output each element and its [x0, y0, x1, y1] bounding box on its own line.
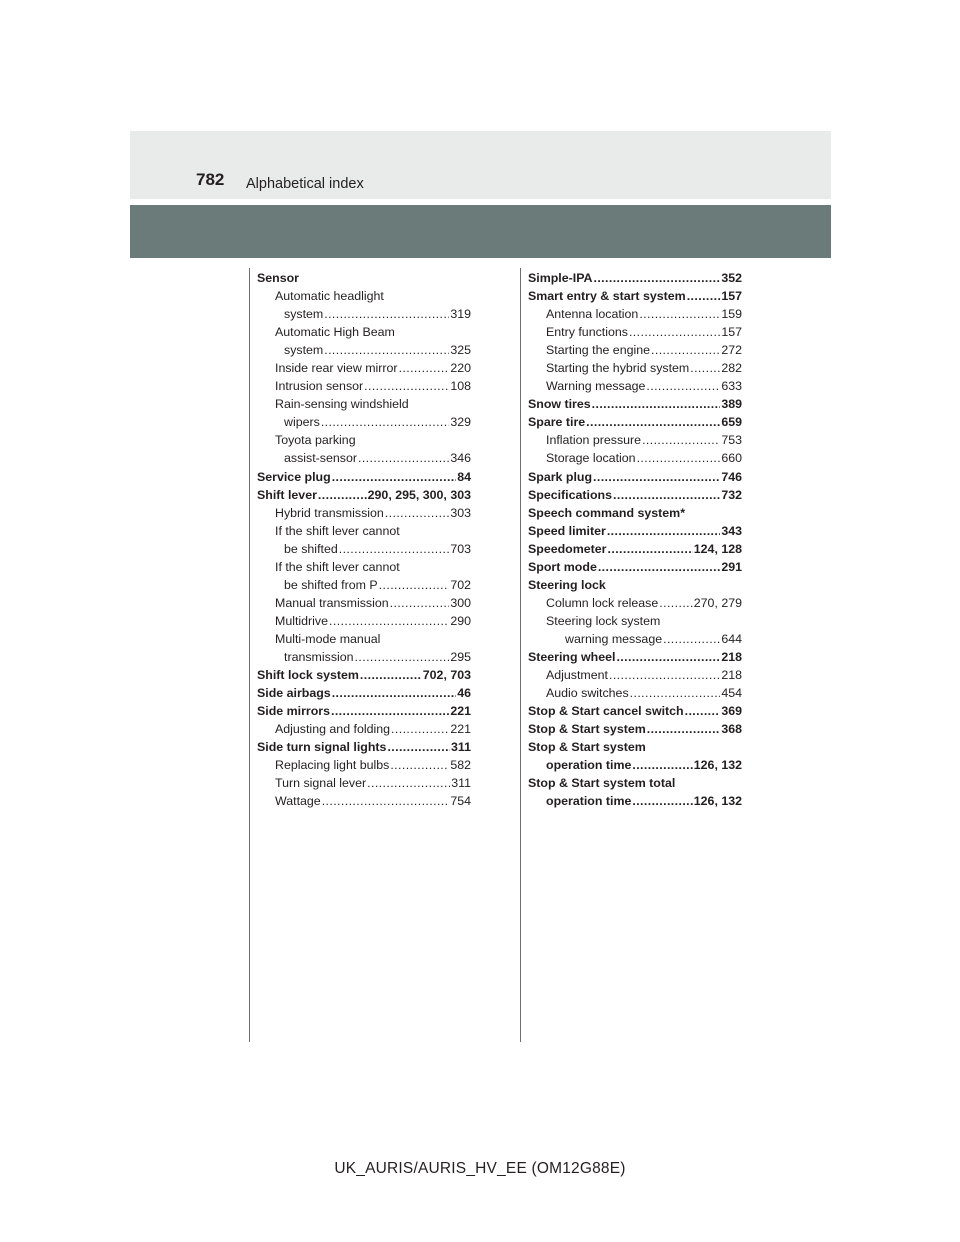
index-entry-page: 732 [721, 487, 742, 502]
index-entry [528, 359, 742, 377]
index-entry [257, 431, 471, 449]
dot-leader [637, 449, 721, 467]
index-entry-text: Manual transmission [275, 595, 389, 610]
index-entry-page: 753 [721, 433, 742, 448]
index-entry-page: 311 [451, 740, 471, 755]
index-entry-text: wipers [284, 415, 320, 430]
index-entry-text: Speed limiter [528, 523, 606, 538]
index-entry-text: operation time [546, 758, 632, 773]
index-entry-text: Simple-IPA [528, 271, 593, 285]
dot-leader [593, 468, 720, 486]
index-entry [257, 756, 471, 774]
header-band [130, 131, 831, 199]
dot-leader [632, 792, 692, 810]
dot-leader [321, 413, 450, 431]
index-entry [257, 792, 471, 810]
index-entry [528, 287, 742, 305]
dot-leader [367, 774, 450, 792]
dot-leader [355, 648, 450, 666]
index-entry-text: assist-sensor [284, 451, 357, 466]
index-entry [257, 558, 471, 576]
dot-leader [387, 738, 450, 756]
index-entry-text: system [284, 307, 324, 322]
dot-leader [324, 305, 449, 323]
dot-leader [646, 377, 720, 395]
index-entry-text: If the shift lever cannot [275, 523, 400, 538]
index-entry-text: Service plug [257, 469, 331, 484]
index-entry [528, 486, 742, 504]
index-entry-text: Side turn signal lights [257, 740, 387, 755]
dot-leader [332, 684, 457, 702]
index-entry [528, 576, 742, 594]
index-entry-page: 703 [450, 541, 471, 556]
index-entry-text: If the shift lever cannot [275, 559, 400, 574]
index-entry-page: 84 [457, 469, 471, 484]
index-entry-text: Spark plug [528, 469, 593, 484]
index-entry-text: be shifted [284, 541, 338, 556]
index-entry-text: Sport mode [528, 559, 597, 574]
index-entry [528, 449, 742, 467]
index-entry-page: 303 [450, 505, 471, 520]
index-entry [257, 522, 471, 540]
index-entry-page: 369 [721, 704, 742, 719]
index-entry-text: operation time [546, 794, 632, 809]
index-entry-text: Turn signal lever [275, 776, 367, 791]
index-entry [528, 395, 742, 413]
dot-leader [379, 576, 450, 594]
index-entry-page: 218 [721, 649, 742, 664]
dot-leader [647, 720, 721, 738]
index-entry-text: Toyota parking [275, 433, 356, 448]
index-entry-page: 108 [450, 379, 471, 394]
index-entry-text: be shifted from P [284, 577, 378, 592]
section-title: Alphabetical index [246, 176, 364, 192]
index-entry-text: Rain-sensing windshield [275, 397, 409, 412]
index-entry-page: 368 [721, 722, 742, 737]
dot-leader [607, 522, 721, 540]
index-entry-page: 702, 703 [422, 668, 471, 683]
index-entry [257, 594, 471, 612]
index-entry [528, 702, 742, 720]
index-entry-page: 311 [451, 776, 471, 791]
index-entry-text: Stop & Start system [528, 722, 646, 737]
dot-leader [642, 431, 720, 449]
index-entry [257, 323, 471, 341]
index-entry-page: 124, 128 [693, 541, 742, 556]
index-entry-text: Storage location [546, 451, 636, 466]
index-entry-text: Stop & Start system [528, 740, 646, 755]
index-entry-text: Speech command system* [528, 505, 686, 520]
dot-leader [358, 449, 449, 467]
index-entry-text: Replacing light bulbs [275, 758, 390, 773]
index-entry [257, 359, 471, 377]
index-entry-text: Adjusting and folding [275, 722, 391, 737]
index-entry [528, 738, 742, 756]
dot-leader [324, 341, 449, 359]
dot-leader [364, 377, 449, 395]
middle-column-rule [520, 268, 521, 1042]
index-entry-page: 221 [450, 704, 471, 719]
index-entry [257, 377, 471, 395]
index-entry [257, 341, 471, 359]
index-entry-text: Side mirrors [257, 704, 330, 719]
index-entry-text: Shift lock system [257, 668, 359, 683]
index-entry [257, 702, 471, 720]
index-entry-text: Multi-mode manual [275, 631, 381, 646]
left-column-rule [249, 268, 250, 1042]
index-entry-text: Inflation pressure [546, 433, 642, 448]
index-entry-page: 582 [450, 758, 471, 773]
index-column-left [257, 269, 471, 810]
index-entry-page: 126, 132 [693, 758, 742, 773]
dot-leader [651, 341, 720, 359]
index-entry [528, 594, 742, 612]
index-entry [257, 666, 471, 684]
index-entry-text: Adjustment [546, 668, 608, 683]
dot-leader [385, 504, 450, 522]
dot-leader [594, 269, 721, 287]
index-entry [257, 630, 471, 648]
index-entry-page: 290 [450, 613, 471, 628]
dot-leader [318, 486, 367, 504]
index-entry-page: 157 [721, 289, 742, 304]
dot-leader [331, 702, 449, 720]
index-entry-text: Smart entry & start system [528, 289, 686, 304]
dot-leader [390, 756, 449, 774]
index-entry [528, 630, 742, 648]
index-entry-page: 343 [721, 523, 742, 538]
index-entry-page: 346 [450, 451, 471, 466]
index-entry-page: 272 [721, 343, 742, 358]
index-entry [528, 720, 742, 738]
index-entry [528, 269, 742, 287]
index-entry-text: Audio switches [546, 686, 629, 701]
index-entry [257, 468, 471, 486]
index-entry-page: 319 [450, 307, 471, 322]
index-entry-page: 295 [450, 649, 471, 664]
index-entry-text: Starting the hybrid system [546, 361, 690, 376]
index-entry-text: Intrusion sensor [275, 379, 364, 394]
index-entry [528, 468, 742, 486]
footer-model-code: UK_AURIS/AURIS_HV_EE (OM12G88E) [334, 1160, 626, 1177]
index-entry-text: Entry functions [546, 325, 628, 340]
dot-leader [629, 323, 720, 341]
index-entry-page: 300 [450, 595, 471, 610]
index-entry-page: 46 [457, 686, 471, 701]
index-entry [257, 648, 471, 666]
dot-leader [592, 395, 721, 413]
index-entry-page: 159 [721, 307, 742, 322]
index-entry [528, 522, 742, 540]
index-entry [257, 720, 471, 738]
index-entry-page: 454 [721, 686, 742, 701]
index-entry [528, 305, 742, 323]
index-entry-page: 218 [721, 668, 742, 683]
index-entry [257, 413, 471, 431]
index-entry [528, 756, 742, 774]
dot-leader [630, 684, 721, 702]
index-entry [257, 395, 471, 413]
index-entry-page: 282 [721, 361, 742, 376]
index-entry-text: Spare tire [528, 415, 586, 430]
index-column-right [528, 269, 742, 810]
dot-leader [690, 359, 720, 377]
dot-leader [687, 287, 721, 305]
index-entry [257, 684, 471, 702]
index-entry-page: 290, 295, 300, 303 [367, 487, 471, 502]
index-entry-page: 659 [721, 415, 742, 430]
dot-leader [663, 630, 720, 648]
header-gray-bar [130, 205, 831, 258]
index-entry-page: 389 [721, 397, 742, 412]
index-entry-text: Sensor [257, 271, 300, 285]
index-entry [528, 540, 742, 558]
index-entry-text: Shift lever [257, 487, 317, 502]
index-entry [528, 413, 742, 431]
index-entry [528, 377, 742, 395]
index-entry [257, 305, 471, 323]
index-entry [528, 323, 742, 341]
index-entry [257, 612, 471, 630]
dot-leader [639, 305, 720, 323]
dot-leader [659, 594, 693, 612]
index-entry [257, 576, 471, 594]
dot-leader [391, 720, 449, 738]
index-entry [257, 774, 471, 792]
index-entry-page: 157 [721, 325, 742, 340]
index-entry [257, 269, 471, 287]
index-entry-text: Column lock release [546, 595, 659, 610]
index-entry-page: 644 [721, 631, 742, 646]
index-entry-text: Wattage [275, 794, 321, 809]
index-entry [257, 486, 471, 504]
dot-leader [586, 413, 720, 431]
index-entry-page: 702 [450, 577, 471, 592]
index-entry-page: 633 [721, 379, 742, 394]
index-entry-text: Antenna location [546, 307, 639, 322]
dot-leader [339, 540, 450, 558]
index-entry-page: 352 [721, 271, 742, 285]
index-entry [528, 648, 742, 666]
dot-leader [608, 540, 693, 558]
index-entry-text: Steering lock system [546, 613, 661, 628]
index-entry-text: system [284, 343, 324, 358]
index-entry-page: 220 [450, 361, 471, 376]
index-entry [528, 341, 742, 359]
index-entry-text: Stop & Start system total [528, 776, 676, 791]
index-entry-text: Speedometer [528, 541, 607, 556]
index-entry-text: Specifications [528, 487, 613, 502]
index-entry-text: transmission [284, 649, 354, 664]
index-entry [257, 287, 471, 305]
index-entry-text: Steering lock [528, 577, 606, 592]
index-entry-page: 746 [721, 469, 742, 484]
dot-leader [598, 558, 720, 576]
page-number: 782 [196, 170, 225, 189]
index-entry [528, 612, 742, 630]
dot-leader [685, 702, 721, 720]
index-entry-page: 754 [450, 794, 471, 809]
index-entry [528, 431, 742, 449]
index-entry [528, 792, 742, 810]
index-entry-text: Stop & Start cancel switch [528, 704, 684, 719]
index-entry-page: 221 [450, 722, 471, 737]
index-entry [528, 774, 742, 792]
index-entry-page: 291 [721, 559, 742, 574]
index-entry-text: Steering wheel [528, 649, 616, 664]
index-entry-page: 325 [450, 343, 471, 358]
index-entry [528, 558, 742, 576]
index-entry-text: Inside rear view mirror [275, 361, 398, 376]
index-entry-text: Side airbags [257, 686, 331, 701]
dot-leader [632, 756, 692, 774]
index-entry-text: Snow tires [528, 397, 591, 412]
index-entry [528, 666, 742, 684]
dot-leader [616, 648, 720, 666]
index-entry-text: Automatic High Beam [275, 325, 395, 340]
index-entry-text: Starting the engine [546, 343, 651, 358]
dot-leader [399, 359, 450, 377]
index-entry-text: Warning message [546, 379, 646, 394]
index-entry [528, 684, 742, 702]
index-entry [528, 504, 742, 522]
index-entry [257, 738, 471, 756]
index-entry-text: Multidrive [275, 613, 329, 628]
index-entry-text: Hybrid transmission [275, 505, 384, 520]
index-entry-text: Automatic headlight [275, 289, 384, 304]
dot-leader [332, 468, 457, 486]
index-entry-text: warning message [565, 631, 663, 646]
index-entry-page: 329 [450, 415, 471, 430]
dot-leader [322, 792, 450, 810]
dot-leader [390, 594, 450, 612]
index-entry-page: 270, 279 [693, 595, 742, 610]
dot-leader [360, 666, 422, 684]
index-entry-page: 660 [721, 451, 742, 466]
index-entry-page: 126, 132 [693, 794, 742, 809]
dot-leader [609, 666, 720, 684]
dot-leader [329, 612, 449, 630]
dot-leader [613, 486, 720, 504]
index-entry [257, 449, 471, 467]
index-entry [257, 504, 471, 522]
index-entry [257, 540, 471, 558]
